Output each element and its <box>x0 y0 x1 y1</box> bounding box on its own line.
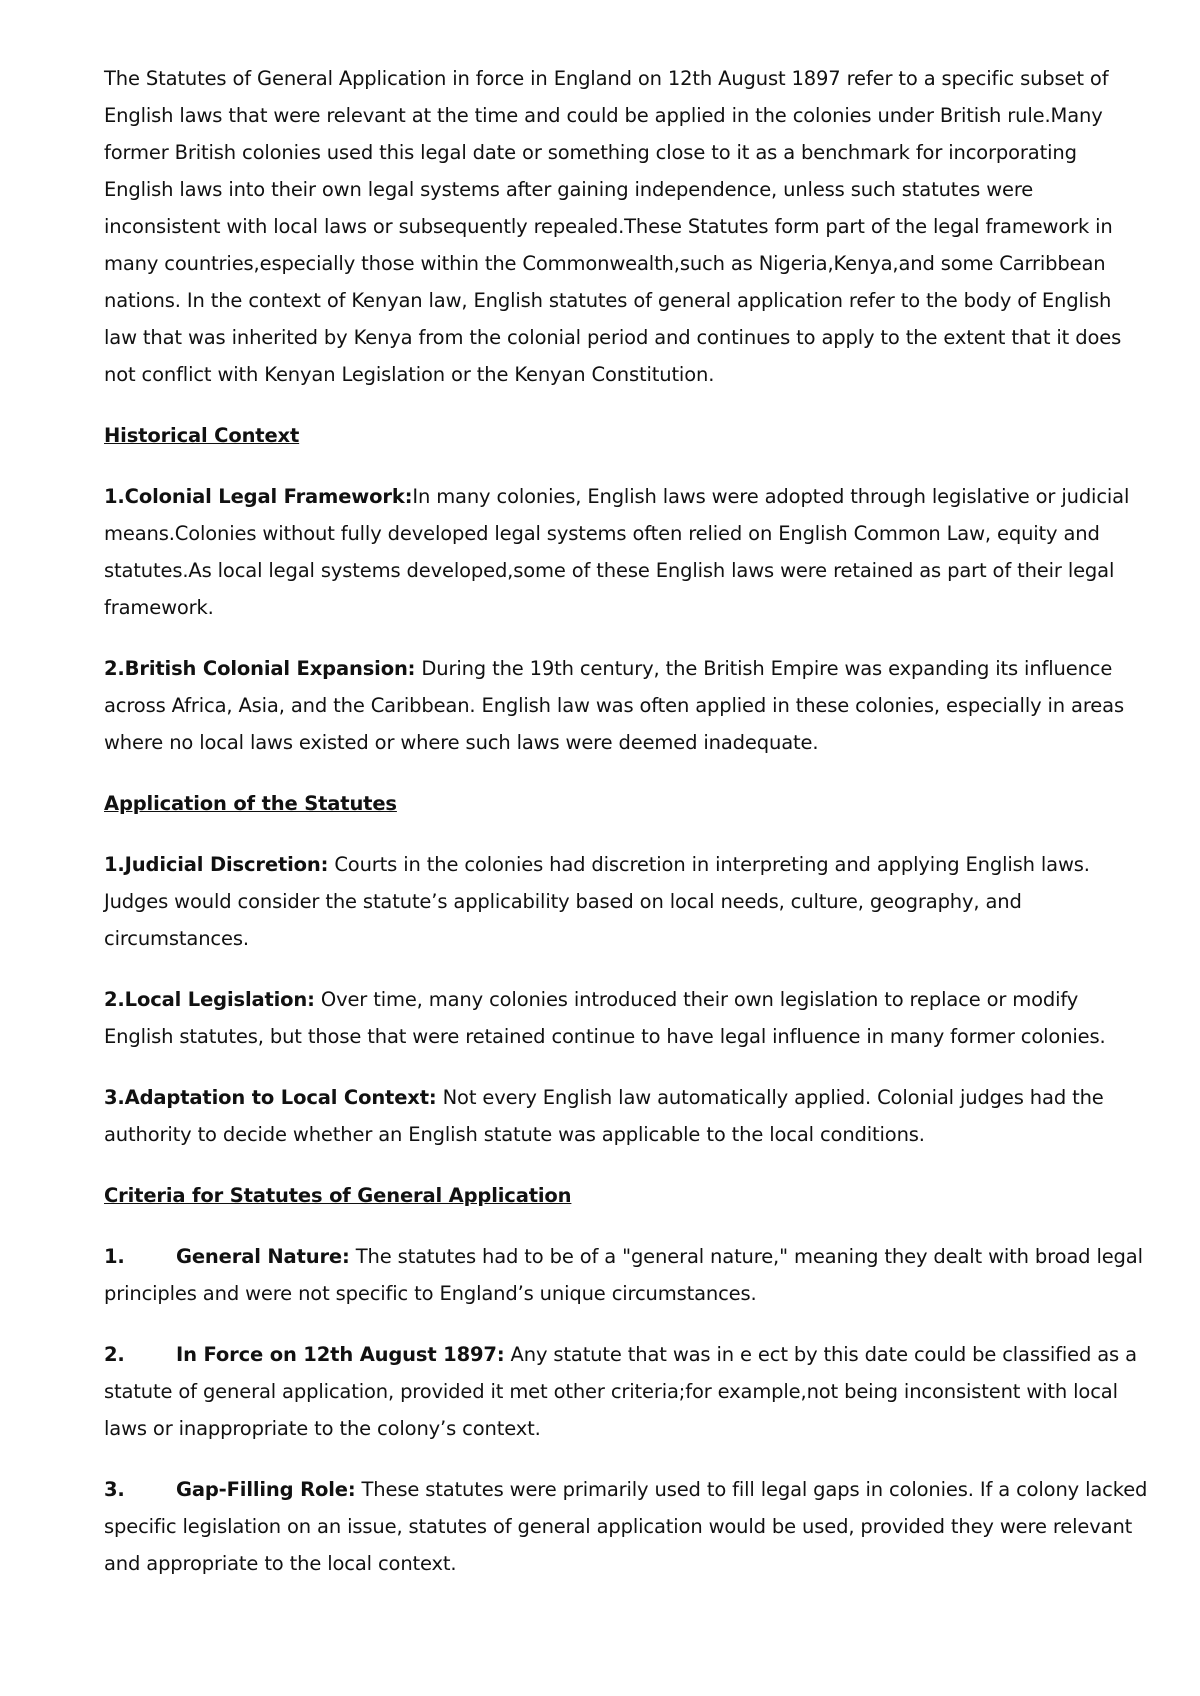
criteria-item-2-number: 2. <box>104 1343 125 1366</box>
historical-context-heading: Historical Context <box>104 424 300 447</box>
historical-item-1-lead: 1.Colonial Legal Framework: <box>104 485 413 508</box>
application-item-2 <box>104 981 1148 1055</box>
historical-item-2-lead: 2.British Colonial Expansion: <box>104 657 416 680</box>
application-item-1 <box>104 846 1148 957</box>
criteria-item-2-text: Any statute that was in e ect by this date could be classified as a statute of general application, provided it met other criteria;for example,not being inconsistent with local laws or inappropriate to the colony’s context. <box>104 1343 1137 1440</box>
application-section <box>104 785 1148 1153</box>
document-page <box>104 60 1148 1606</box>
historical-item-2-text: During the 19th century, the British Empire was expanding its influence across Africa, Asia, and the Caribbean. English law was often applied in these colonies, especially in areas where no local laws existed or where such laws were deemed inadequate. <box>104 657 1124 754</box>
criteria-item-2-lead: In Force on 12th August 1897: <box>176 1343 505 1366</box>
historical-item-1-text: In many colonies, English laws were adopted through legislative or judicial means.Colonies without fully developed legal systems often relied on English Common Law, equity and statutes.As local legal systems developed,some of these English laws were retained as part of their legal framework. <box>104 485 1130 619</box>
criteria-item-3 <box>104 1471 1148 1582</box>
application-item-3 <box>104 1079 1148 1153</box>
application-item-3-text: Not every English law automatically applied. Colonial judges had the authority to decide whether an English statute was applicable to the local conditions. <box>104 1086 1104 1146</box>
criteria-item-3-lead: Gap-Filling Role: <box>176 1478 356 1501</box>
application-item-3-lead: 3.Adaptation to Local Context: <box>104 1086 437 1109</box>
criteria-item-3-text: These statutes were primarily used to fill legal gaps in colonies. If a colony lacked specific legislation on an issue, statutes of general application would be used, provided they were relevant and appropriate to the local context. <box>104 1478 1148 1575</box>
historical-context-section <box>104 417 1148 761</box>
application-item-1-text: Courts in the colonies had discretion in interpreting and applying English laws. Judges would consider the statute’s applicability based on local needs, culture, geography, and circumstances. <box>104 853 1090 950</box>
criteria-item-2 <box>104 1336 1148 1447</box>
application-item-1-lead: 1.Judicial Discretion: <box>104 853 329 876</box>
criteria-item-1-number: 1. <box>104 1245 125 1268</box>
criteria-item-1-lead: General Nature: <box>176 1245 350 1268</box>
criteria-item-3-number: 3. <box>104 1478 125 1501</box>
application-heading: Application of the Statutes <box>104 792 397 815</box>
criteria-section <box>104 1177 1148 1582</box>
application-item-2-text: Over time, many colonies introduced their own legislation to replace or modify English statutes, but those that were retained continue to have legal influence in many former colonies. <box>104 988 1106 1048</box>
criteria-item-1-text: The statutes had to be of a "general nature," meaning they dealt with broad legal principles and were not specific to England’s unique circumstances. <box>104 1245 1143 1305</box>
criteria-heading: Criteria for Statutes of General Application <box>104 1184 572 1207</box>
historical-item-2 <box>104 650 1148 761</box>
historical-item-1 <box>104 478 1148 626</box>
criteria-item-1 <box>104 1238 1148 1312</box>
application-item-2-lead: 2.Local Legislation: <box>104 988 315 1011</box>
intro-paragraph: The Statutes of General Application in force in England on 12th August 1897 refer to a specific subset of English laws that were relevant at the time and could be applied in the colonies under British rule.Many former British colonies used this legal date or something close to it as a benchmark for incorporating English laws into their own legal systems after gaining independence, unless such statutes were inconsistent with local laws or subsequently repealed.These Statutes form part of the legal framework in many countries,especially those within the Commonwealth,such as Nigeria,Kenya,and some Carribbean nations. In the context of Kenyan law, English statutes of general application refer to the body of English law that was inherited by Kenya from the colonial period and continues to apply to the extent that it does not conflict with Kenyan Legislation or the Kenyan Constitution. <box>104 67 1122 386</box>
